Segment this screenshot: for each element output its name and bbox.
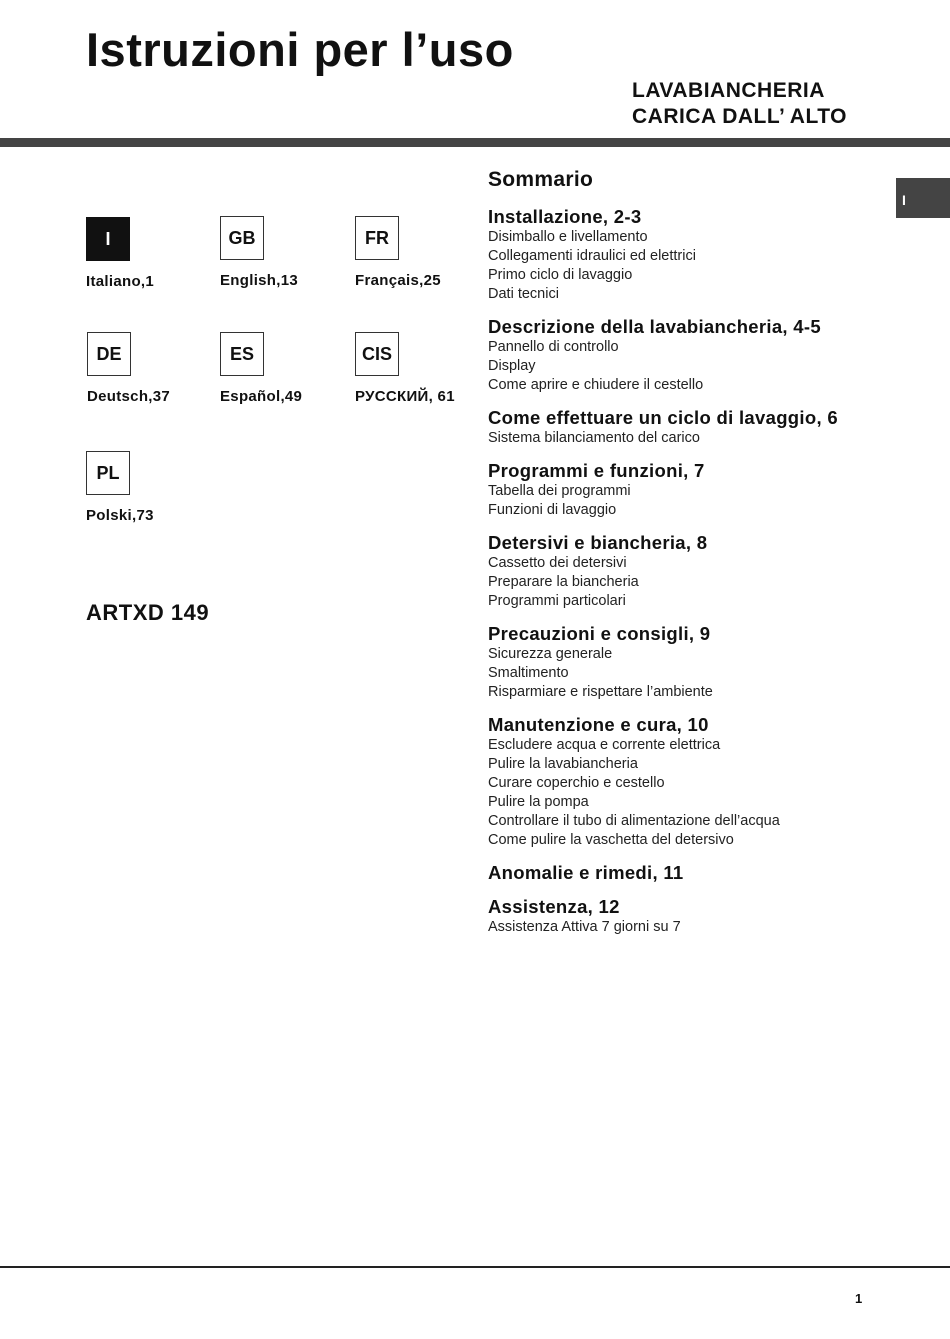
toc-section-heading[interactable]: Programmi e funzioni, 7 [488, 460, 705, 481]
toc-section [488, 896, 888, 937]
header-divider [0, 138, 950, 147]
toc-item[interactable]: Pulire la lavabiancheria [488, 756, 638, 772]
language-code-badge: GB [220, 216, 264, 260]
language-code-badge: CIS [355, 332, 399, 376]
toc-section [488, 862, 888, 884]
language-polski[interactable] [86, 451, 236, 524]
toc-item[interactable]: Tabella dei programmi [488, 483, 631, 499]
toc-section-heading[interactable]: Installazione, 2-3 [488, 206, 642, 227]
language-label: Français,25 [355, 272, 441, 289]
language-label: Deutsch,37 [87, 388, 171, 405]
toc-section [488, 316, 888, 395]
footer-divider [0, 1266, 950, 1268]
language-italiano[interactable] [86, 217, 236, 290]
language-label: Español,49 [220, 388, 303, 405]
toc-item[interactable]: Sistema bilanciamento del carico [488, 430, 700, 446]
product-type [632, 78, 847, 130]
language-label: Italiano,1 [86, 273, 155, 290]
language-code-badge: PL [86, 451, 130, 495]
toc-section [488, 206, 888, 304]
toc-section [488, 532, 888, 611]
page-number: 1 [855, 1291, 863, 1306]
toc-section-heading[interactable]: Precauzioni e consigli, 9 [488, 623, 711, 644]
toc-item[interactable]: Primo ciclo di lavaggio [488, 267, 633, 283]
toc-item[interactable]: Preparare la biancheria [488, 574, 639, 590]
toc-item[interactable]: Smaltimento [488, 665, 569, 681]
toc-title: Sommario [488, 168, 594, 191]
toc-item[interactable]: Programmi particolari [488, 593, 626, 609]
toc-item[interactable]: Pannello di controllo [488, 339, 619, 355]
toc-item[interactable]: Risparmiare e rispettare l’ambiente [488, 684, 713, 700]
language-deutsch[interactable] [87, 332, 237, 405]
language-francais[interactable] [355, 216, 505, 289]
toc-section [488, 623, 888, 702]
language-code-badge: ES [220, 332, 264, 376]
toc-item[interactable]: Collegamenti idraulici ed elettrici [488, 248, 696, 264]
toc-section [488, 460, 888, 520]
toc-sections [488, 206, 888, 937]
toc-section-heading[interactable]: Assistenza, 12 [488, 896, 620, 917]
toc-section-heading[interactable]: Detersivi e biancheria, 8 [488, 532, 708, 553]
language-code-badge: FR [355, 216, 399, 260]
language-label: Polski,73 [86, 507, 154, 524]
toc-item[interactable]: Dati tecnici [488, 286, 559, 302]
toc-section-heading[interactable]: Descrizione della lavabiancheria, 4-5 [488, 316, 821, 337]
toc-item[interactable]: Come aprire e chiudere il cestello [488, 377, 704, 393]
product-type-line-1: LAVABIANCHERIA [632, 79, 825, 102]
page-title: Istruzioni per l’uso [86, 23, 514, 76]
toc-item[interactable]: Assistenza Attiva 7 giorni su 7 [488, 919, 681, 935]
language-espanol[interactable] [220, 332, 370, 405]
language-side-tab: I [896, 178, 950, 218]
toc-section-heading[interactable]: Anomalie e rimedi, 11 [488, 862, 684, 883]
toc-item[interactable]: Funzioni di lavaggio [488, 502, 617, 518]
toc-item[interactable]: Display [488, 358, 536, 374]
language-code-badge: I [86, 217, 130, 261]
toc-item[interactable]: Pulire la pompa [488, 794, 589, 810]
toc-item[interactable]: Escludere acqua e corrente elettrica [488, 737, 721, 753]
language-label: РУССКИЙ, 61 [355, 388, 455, 405]
language-code-badge: DE [87, 332, 131, 376]
language-label: English,13 [220, 272, 299, 289]
toc-item[interactable]: Cassetto dei detersivi [488, 555, 627, 571]
toc-item[interactable]: Sicurezza generale [488, 646, 613, 662]
toc-item[interactable]: Come pulire la vaschetta del detersivo [488, 832, 734, 848]
language-english[interactable] [220, 216, 370, 289]
toc-section-heading[interactable]: Manutenzione e cura, 10 [488, 714, 709, 735]
language-russian[interactable] [355, 332, 505, 405]
model-number: ARTXD 149 [86, 600, 210, 625]
product-type-line-2: CARICA DALL’ ALTO [632, 105, 847, 128]
toc-section [488, 407, 888, 448]
toc-item[interactable]: Curare coperchio e cestello [488, 775, 665, 791]
toc-item[interactable]: Controllare il tubo di alimentazione dell’acqua [488, 813, 780, 829]
toc-section [488, 714, 888, 850]
table-of-contents [488, 168, 888, 949]
toc-item[interactable]: Disimballo e livellamento [488, 229, 648, 245]
toc-section-heading[interactable]: Come effettuare un ciclo di lavaggio, 6 [488, 407, 838, 428]
